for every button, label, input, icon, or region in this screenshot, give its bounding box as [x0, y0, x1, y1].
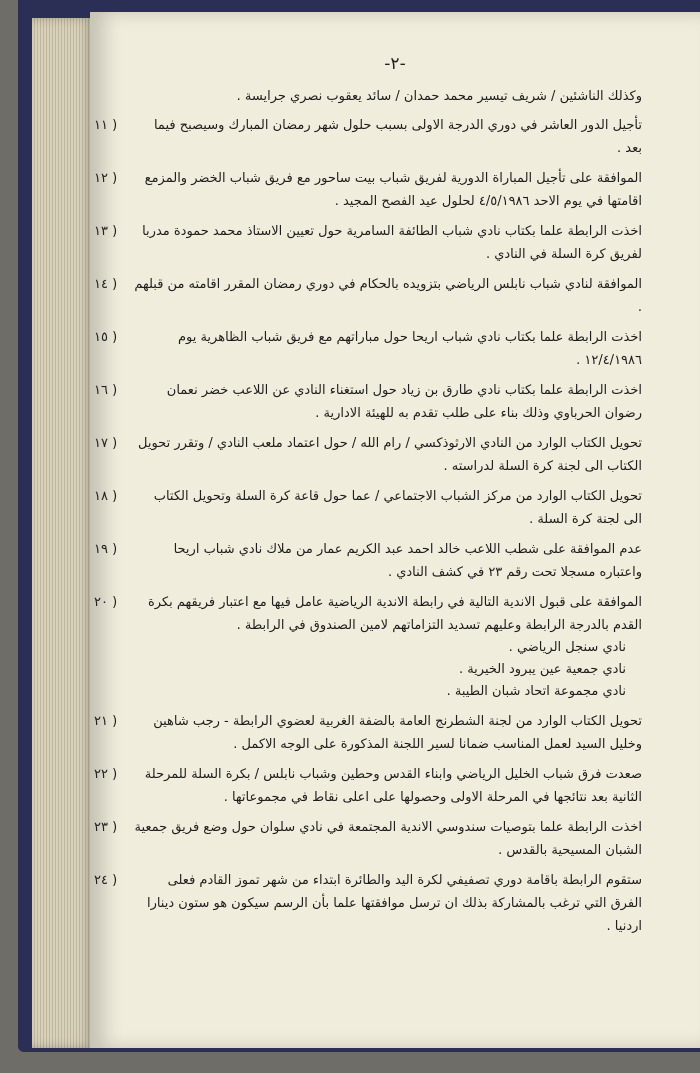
document-page [90, 12, 700, 1048]
item-number: ١٩ ) [94, 542, 118, 557]
item-number: ١٤ ) [94, 277, 118, 292]
club-list [134, 637, 642, 703]
item-number: ١٣ ) [94, 224, 118, 239]
item-number: ٢٤ ) [94, 873, 118, 888]
item-number: ١٦ ) [94, 383, 118, 398]
list-item [94, 485, 662, 531]
list-item [94, 816, 662, 862]
item-number: ٢٢ ) [94, 767, 118, 782]
item-text: تحويل الكتاب الوارد من لجنة الشطرنج العامة بالضفة الغربية لعضوي الرابطة - رجب شاهين وخليل السيد لعمل المناسب ضمانا لسير اللجنة المذكورة على الوجه الاكمل . [153, 714, 642, 752]
list-item [94, 220, 662, 266]
page-edges [32, 18, 94, 1048]
club-item: نادي سنجل الرياضي . [134, 637, 642, 659]
list-item [94, 273, 662, 319]
list-item [94, 167, 662, 213]
item-text: تحويل الكتاب الوارد من النادي الارثوذكسي / رام الله / حول اعتماد ملعب النادي / وتقرر تحويل الكتاب الى لجنة كرة السلة لدراسته . [138, 436, 642, 474]
item-text: الموافقة على تأجيل المباراة الدورية لفريق شباب بيت ساحور مع فريق شباب الخضر والمزمع اقامتها في يوم الاحد ٤/٥/١٩٨٦ لحلول عيد الفصح المجيد . [144, 171, 642, 209]
item-number: ٢٠ ) [94, 595, 118, 610]
list-item [94, 710, 662, 756]
item-number: ١١ ) [94, 118, 118, 133]
item-number: ١٥ ) [94, 330, 118, 345]
item-number: ١٨ ) [94, 489, 118, 504]
item-number: ١٧ ) [94, 436, 118, 451]
item-text: اخذت الرابطة علما بكتاب نادي طارق بن زياد حول استغناء النادي عن اللاعب خضر نعمان رضوان الحرباوي وذلك بناء على طلب تقدم به للهيئة الادارية . [166, 383, 642, 421]
item-text: ستقوم الرابطة باقامة دوري تصفيفي لكرة اليد والطائرة ابتداء من شهر تموز القادم فعلى الفرق التي ترغب بالمشاركة بذلك ان ترسل موافقتها علما بأن الرسم سيكون هو ستون دينارا اردنيا . [146, 873, 642, 934]
item-text: عدم الموافقة على شطب اللاعب خالد احمد عبد الكريم عمار من ملاك نادي شباب اريحا واعتباره مسجلا تحت رقم ٢٣ في كشف النادي . [173, 542, 642, 580]
item-number: ٢١ ) [94, 714, 118, 729]
item-text: الموافقة لنادي شباب نابلس الرياضي بتزويده بالحكام في دوري رمضان المقرر اقامته من قبلهم . [134, 277, 642, 315]
list-item [94, 763, 662, 809]
item-number: ١٢ ) [94, 171, 118, 186]
page-content [94, 86, 662, 945]
list-item [94, 326, 662, 372]
item-text: تأجيل الدور العاشر في دوري الدرجة الاولى بسبب حلول شهر رمضان المبارك وسيصبح فيما بعد . [153, 118, 642, 156]
page-number: -٢- [384, 54, 406, 74]
list-item [94, 869, 662, 938]
item-number: ٢٣ ) [94, 820, 118, 835]
list-item [94, 591, 662, 703]
intro-line: وكذلك الناشئين / شريف تيسير محمد حمدان / سائد يعقوب نصري جرايسة . [236, 89, 642, 104]
list-item [94, 538, 662, 584]
list-item [94, 432, 662, 478]
club-item: نادي جمعية عين يبرود الخيرية . [134, 659, 642, 681]
item-text: صعدت فرق شباب الخليل الرياضي وابناء القدس وحطين وشباب نابلس / بكرة السلة للمرحلة الثانية بعد نتائجها في المرحلة الاولى وحصولها على اعلى نقاط في مجموعاتها . [144, 767, 642, 805]
item-text: اخذت الرابطة علما بكتاب نادي شباب اريحا حول مباراتهم مع فريق شباب الظاهرية يوم ١٢/٤/١٩٨٦ . [177, 330, 642, 368]
list-item [94, 379, 662, 425]
item-text: تحويل الكتاب الوارد من مركز الشباب الاجتماعي / عما حول قاعة كرة السلة وتحويل الكتاب الى لجنة كرة السلة . [153, 489, 642, 527]
list-item [94, 114, 662, 160]
item-text: اخذت الرابطة علما بتوصيات سندوسي الاندية المجتمعة في نادي سلوان حول وضع فريق جمعية الشبان المسيحية بالقدس . [134, 820, 642, 858]
item-text: الموافقة على قبول الاندية التالية في رابطة الاندية الرياضية عامل فيها مع اعتبار فريقهم بكرة القدم بالدرجة الرابطة وعليهم تسديد التزاماتهم لامين الصندوق في الرابطة . [147, 595, 642, 633]
club-item: نادي مجموعة اتحاد شبان الطيبة . [134, 681, 642, 703]
item-text: اخذت الرابطة علما بكتاب نادي شباب الطائفة السامرية حول تعيين الاستاذ محمد حمودة مدربا لفريق كرة السلة في النادي . [142, 224, 642, 262]
